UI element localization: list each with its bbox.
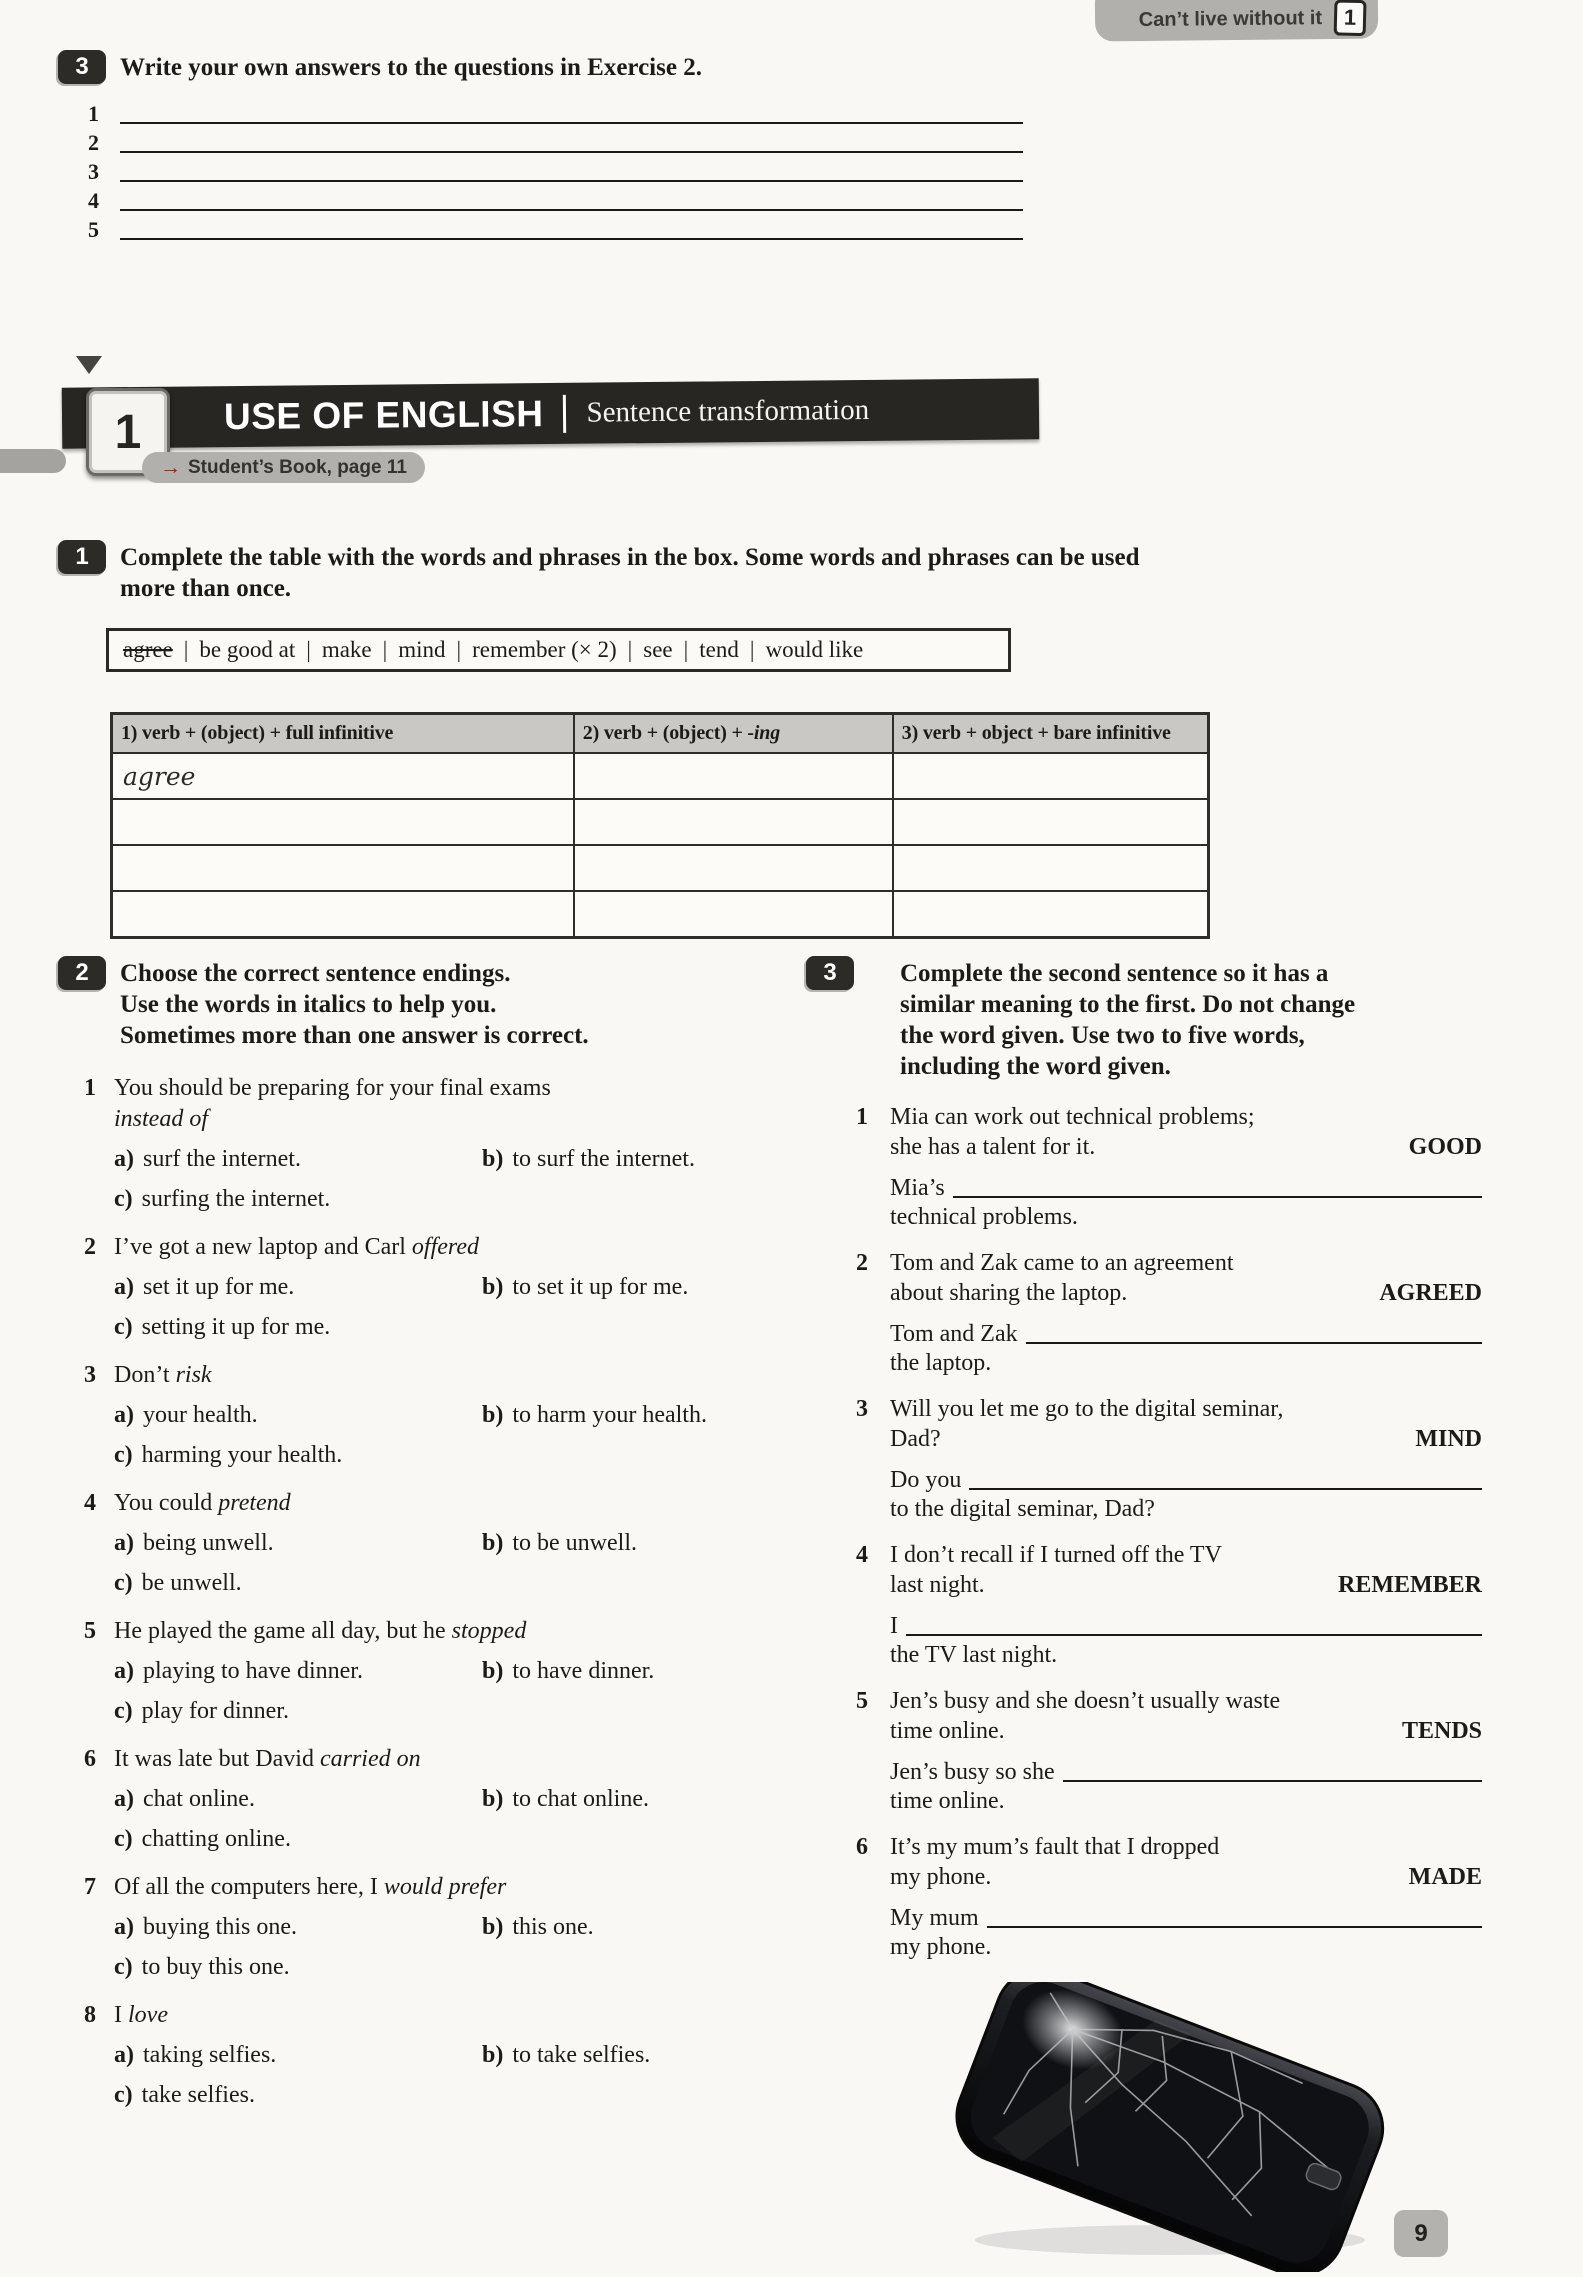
- table-row: [112, 845, 1209, 891]
- source-sentence: my phone.: [890, 1864, 992, 1890]
- item-number: 4: [84, 1490, 96, 1516]
- exercise2-item: [84, 1872, 798, 1983]
- gap-prefix: My mum: [890, 1905, 979, 1931]
- exercise2-item: [84, 1232, 798, 1343]
- keyword: MADE: [1408, 1864, 1482, 1890]
- exercise-number-badge: 2: [58, 956, 106, 990]
- table-cell-empty[interactable]: [112, 845, 574, 891]
- column-header: 1) verb + (object) + full infinitive: [112, 714, 574, 754]
- word-box-item: make: [321, 637, 372, 662]
- option-b[interactable]: b) to set it up for me.: [482, 1274, 689, 1300]
- option-c[interactable]: c) harming your health.: [114, 1442, 343, 1468]
- write-in-line[interactable]: [120, 180, 1023, 182]
- students-book-reference: [142, 452, 425, 483]
- item-number: 5: [856, 1688, 868, 1714]
- table-cell-empty[interactable]: [574, 891, 893, 937]
- item-number: 5: [84, 1618, 96, 1644]
- word-box-separator: |: [627, 637, 633, 662]
- table-cell-empty[interactable]: [112, 799, 574, 845]
- italic-cue: stopped: [451, 1618, 527, 1644]
- banner-subtitle: Sentence transformation: [586, 393, 870, 429]
- keyword: GOOD: [1408, 1134, 1482, 1160]
- option-a[interactable]: a) set it up for me.: [114, 1274, 295, 1300]
- exercise-number-badge: 3: [58, 50, 106, 84]
- unit-title: Can’t live without it: [1138, 6, 1323, 31]
- answer-line: [88, 127, 1023, 156]
- exercise2-item: [84, 1616, 798, 1727]
- option-a[interactable]: a) taking selfies.: [114, 2042, 277, 2068]
- word-box-separator: |: [306, 637, 311, 662]
- arrow-icon: →: [160, 455, 181, 479]
- write-in-line[interactable]: [120, 238, 1023, 240]
- sentence-stem: You could pretend: [114, 1490, 291, 1516]
- exercise2-item: [84, 2000, 798, 2111]
- exercise3-item: [856, 1832, 1482, 1962]
- sentence-stem: I love: [114, 2002, 168, 2028]
- answer-line: [88, 214, 1023, 243]
- pointer-triangle-icon: [76, 356, 102, 374]
- keyword: AGREED: [1379, 1280, 1482, 1306]
- use-of-english-banner: [62, 378, 1040, 448]
- source-sentence: time online.: [890, 1718, 1005, 1744]
- item-number: 1: [856, 1104, 868, 1130]
- exercise3-item: [856, 1102, 1482, 1232]
- italic-cue: pretend: [218, 1490, 291, 1516]
- exercise-top: [58, 50, 1023, 243]
- gap-prefix: Jen’s busy so she: [890, 1759, 1055, 1785]
- gap-prefix: Tom and Zak: [890, 1321, 1018, 1347]
- broken-phone-image: [948, 1982, 1388, 2272]
- option-b[interactable]: b) this one.: [482, 1914, 594, 1940]
- gap-suffix: my phone.: [890, 1934, 992, 1960]
- source-sentence: Mia can work out technical problems;: [890, 1104, 1255, 1130]
- gap-suffix: the TV last night.: [890, 1642, 1058, 1668]
- write-in-line[interactable]: [969, 1488, 1482, 1490]
- gap-prefix: Mia’s: [890, 1175, 945, 1201]
- item-number: 3: [856, 1396, 868, 1422]
- write-in-line[interactable]: [1026, 1342, 1482, 1344]
- unit-number-box: 1: [1334, 0, 1367, 36]
- table-cell-empty[interactable]: [574, 845, 893, 891]
- italic-cue: would prefer: [383, 1874, 507, 1900]
- option-b[interactable]: b) to be unwell.: [482, 1530, 637, 1556]
- option-b[interactable]: b) to take selfies.: [482, 2042, 651, 2068]
- exercise-instruction: Complete the table with the words and phrases in the box. Some words and phrases can be used more than once.: [120, 544, 1140, 602]
- source-sentence: Jen’s busy and she doesn’t usually waste: [890, 1688, 1281, 1714]
- exercise3: [806, 956, 1482, 1978]
- table-row: [112, 891, 1209, 937]
- source-sentence: she has a talent for it.: [890, 1134, 1096, 1160]
- exercise2-item: [84, 1488, 798, 1599]
- answer-line: [88, 98, 1023, 127]
- item-number: 6: [856, 1834, 868, 1860]
- option-a[interactable]: a) your health.: [114, 1402, 258, 1428]
- word-box-separator: |: [683, 637, 689, 662]
- word-box-item: agree: [123, 637, 173, 662]
- banner-shadow: [0, 449, 66, 473]
- exercise-number-badge: 3: [806, 956, 854, 990]
- exercise-instruction: Choose the correct sentence endings. Use the words in italics to help you. Sometimes more than one answer is correct.: [120, 960, 589, 1049]
- sentence-stem: It was late but David carried on: [114, 1746, 421, 1772]
- source-sentence: Tom and Zak came to an agreement: [890, 1250, 1234, 1276]
- option-b[interactable]: b) to have dinner.: [482, 1658, 655, 1684]
- table-cell-filled[interactable]: agree: [112, 753, 574, 799]
- write-in-line[interactable]: [120, 151, 1023, 153]
- option-c[interactable]: c) setting it up for me.: [114, 1314, 331, 1340]
- sentence-stem: Don’t risk: [114, 1362, 212, 1388]
- gap-suffix: technical problems.: [890, 1204, 1078, 1230]
- option-c[interactable]: c) play for dinner.: [114, 1698, 289, 1724]
- exercise3-item: [856, 1540, 1482, 1670]
- exercise2-item: [84, 1360, 798, 1471]
- write-in-line[interactable]: [120, 209, 1023, 211]
- answer-lines: [88, 98, 1023, 243]
- sentence-stem: I’ve got a new laptop and Carl offered: [114, 1234, 479, 1260]
- option-c[interactable]: c) to buy this one.: [114, 1954, 290, 1980]
- item-number: 2: [84, 1234, 96, 1260]
- exercise-instruction: Complete the second sentence so it has a similar meaning to the first. Do not change the word given. Use two to five words, including the word given.: [900, 960, 1356, 1080]
- italic-cue: love: [128, 2002, 168, 2028]
- column-header: 2) verb + (object) + -ing: [574, 714, 893, 754]
- line-number: 2: [88, 130, 99, 155]
- source-sentence: about sharing the laptop.: [890, 1280, 1128, 1306]
- write-in-line[interactable]: [987, 1926, 1482, 1928]
- item-number: 4: [856, 1542, 868, 1568]
- word-box-item: would like: [765, 637, 864, 662]
- option-a[interactable]: a) chat online.: [114, 1786, 255, 1812]
- option-c[interactable]: c) chatting online.: [114, 1826, 291, 1852]
- table-cell-empty[interactable]: [112, 891, 574, 937]
- word-box-separator: |: [749, 637, 755, 662]
- table-cell-empty[interactable]: [893, 799, 1209, 845]
- gap-prefix: I: [890, 1613, 898, 1639]
- source-sentence: Dad?: [890, 1426, 941, 1452]
- option-a[interactable]: a) being unwell.: [114, 1530, 274, 1556]
- word-box-item: tend: [699, 637, 739, 662]
- write-in-line[interactable]: [953, 1196, 1482, 1198]
- item-number: 2: [856, 1250, 868, 1276]
- word-box-separator: |: [183, 637, 189, 662]
- gap-suffix: the laptop.: [890, 1350, 992, 1376]
- line-number: 5: [88, 217, 99, 242]
- word-box-item: remember (× 2): [472, 637, 617, 662]
- italic-cue: offered: [411, 1234, 479, 1260]
- keyword: MIND: [1415, 1426, 1482, 1452]
- exercise3-item: [856, 1248, 1482, 1378]
- option-c[interactable]: c) be unwell.: [114, 1570, 242, 1596]
- option-c[interactable]: c) surfing the internet.: [114, 1186, 331, 1212]
- gap-prefix: Do you: [890, 1467, 962, 1493]
- answer-line: [88, 185, 1023, 214]
- word-box: [106, 628, 1011, 672]
- table-cell-empty[interactable]: [893, 891, 1209, 937]
- exercise2-item: [84, 1073, 798, 1215]
- source-sentence: It’s my mum’s fault that I dropped: [890, 1834, 1220, 1860]
- italic-cue: instead of: [114, 1106, 208, 1132]
- source-sentence: last night.: [890, 1572, 985, 1598]
- word-box-item: mind: [398, 637, 446, 662]
- answer-line: [88, 156, 1023, 185]
- banner-title: USE OF ENGLISH: [223, 392, 544, 437]
- option-b[interactable]: b) to surf the internet.: [482, 1146, 695, 1172]
- option-b[interactable]: b) to harm your health.: [482, 1402, 707, 1428]
- option-a[interactable]: a) surf the internet.: [114, 1146, 301, 1172]
- page-number-badge: 9: [1394, 2210, 1448, 2257]
- exercise-instruction: Write your own answers to the questions in Exercise 2.: [120, 54, 702, 81]
- table-row: [112, 799, 1209, 845]
- unit-number-plate: 1: [86, 388, 170, 476]
- line-number: 3: [88, 159, 99, 184]
- table-cell-empty[interactable]: [574, 753, 893, 799]
- item-number: 8: [84, 2002, 96, 2028]
- keyword: TENDS: [1401, 1718, 1482, 1744]
- table-cell-empty[interactable]: [574, 799, 893, 845]
- banner-divider: [563, 394, 566, 432]
- sentence-stem: He played the game all day, but he stopped: [114, 1618, 527, 1644]
- option-a[interactable]: a) playing to have dinner.: [114, 1658, 363, 1684]
- exercise2-item: [84, 1744, 798, 1855]
- option-a[interactable]: a) buying this one.: [114, 1914, 297, 1940]
- table-header-row: [112, 714, 1209, 754]
- exercise2: [58, 956, 798, 2128]
- table-cell-empty[interactable]: [893, 753, 1209, 799]
- exercise1-header: [58, 540, 1482, 604]
- word-box-separator: |: [456, 637, 462, 662]
- write-in-line[interactable]: [906, 1634, 1482, 1636]
- source-sentence: Will you let me go to the digital seminar,: [890, 1396, 1284, 1422]
- word-box-separator: |: [382, 637, 388, 662]
- table-cell-empty[interactable]: [893, 845, 1209, 891]
- line-number: 4: [88, 188, 99, 213]
- column-header: 3) verb + object + bare infinitive: [893, 714, 1209, 754]
- item-number: 7: [84, 1874, 96, 1900]
- write-in-line[interactable]: [120, 122, 1023, 124]
- table-row: [112, 753, 1209, 799]
- option-b[interactable]: b) to chat online.: [482, 1786, 649, 1812]
- option-c[interactable]: c) take selfies.: [114, 2082, 255, 2108]
- exercise-number-badge: 1: [58, 540, 106, 574]
- item-number: 1: [84, 1075, 96, 1101]
- italic-cue: risk: [175, 1362, 212, 1388]
- word-box-item: be good at: [199, 637, 296, 662]
- exercise3-item: [856, 1686, 1482, 1816]
- verb-patterns-table: [110, 712, 1210, 939]
- sentence-stem: Of all the computers here, I would prefer: [114, 1874, 507, 1900]
- item-number: 6: [84, 1746, 96, 1772]
- reference-label: Student’s Book, page 11: [188, 456, 407, 478]
- line-number: 1: [88, 101, 99, 126]
- write-in-line[interactable]: [1063, 1780, 1482, 1782]
- sentence-stem: You should be preparing for your final exams instead of: [114, 1073, 798, 1135]
- unit-tab: [1095, 0, 1379, 41]
- word-box-item: see: [643, 637, 673, 662]
- broken-phone-illustration: [948, 1982, 1388, 2272]
- gap-suffix: time online.: [890, 1788, 1005, 1814]
- source-sentence: I don’t recall if I turned off the TV: [890, 1542, 1222, 1568]
- italic-cue: carried on: [319, 1746, 421, 1772]
- item-number: 3: [84, 1362, 96, 1388]
- keyword: REMEMBER: [1338, 1572, 1482, 1598]
- exercise3-item: [856, 1394, 1482, 1524]
- gap-suffix: to the digital seminar, Dad?: [890, 1496, 1155, 1522]
